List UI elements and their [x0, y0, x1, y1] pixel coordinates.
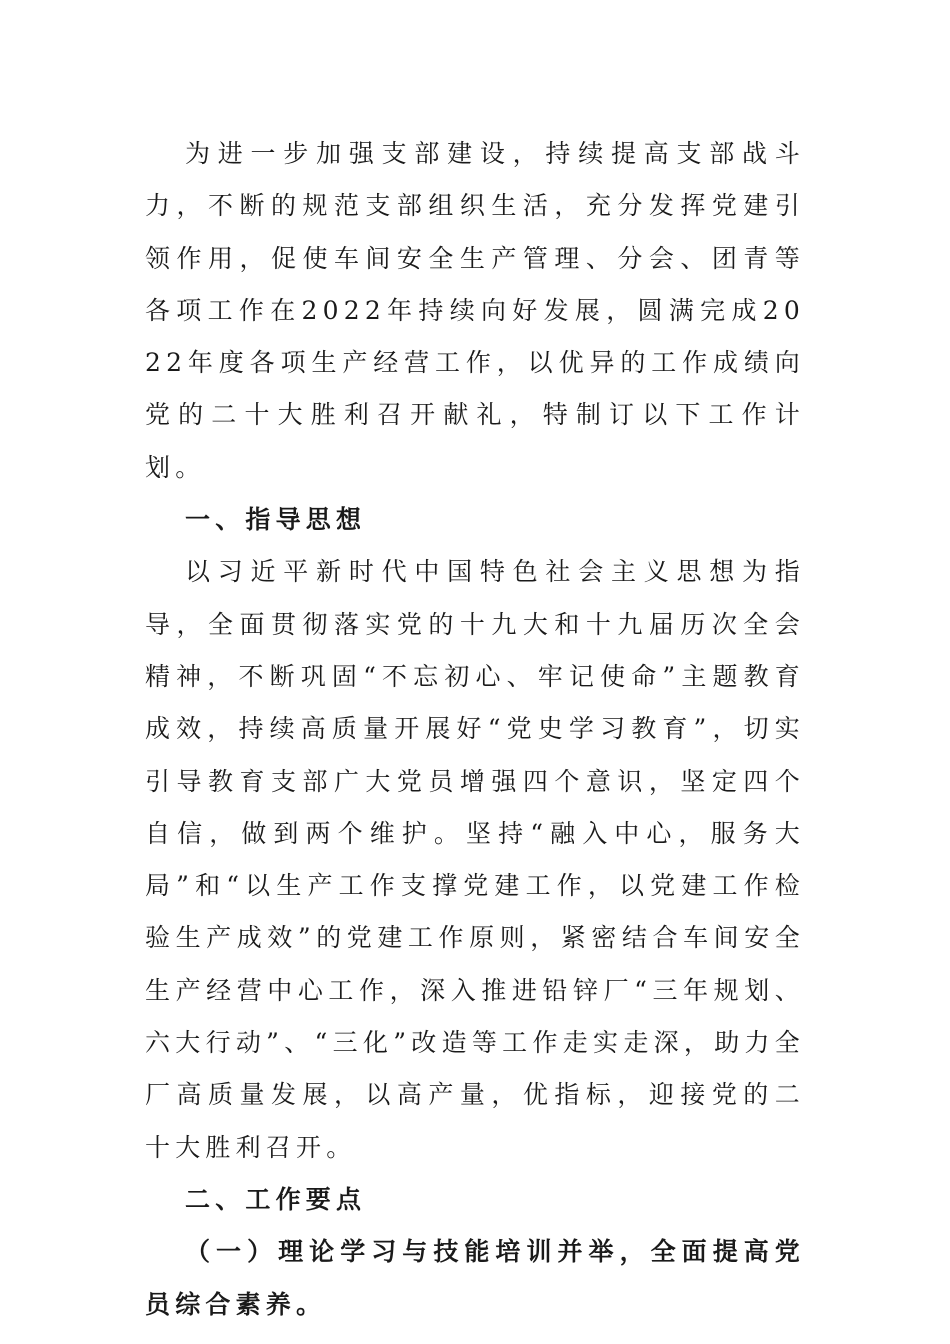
document-body [145, 128, 805, 1331]
guiding-ideology-paragraph: 以习近平新时代中国特色社会主义思想为指导，全面贯彻落实党的十九大和十九届历次全会精神，不断巩固“不忘初心、牢记使命”主题教育成效，持续高质量开展好“党史学习教育”，切实引导教育支部广大党员增强四个意识，坚定四个自信，做到两个维护。坚持“融入中心，服务大局”和“以生产工作支撑党建工作，以党建工作检验生产成效”的党建工作原则，紧密结合车间安全生产经营中心工作，深入推进铅锌厂“三年规划、六大行动”、“三化”改造等工作走实走深，助力全厂高质量发展，以高产量，优指标，迎接党的二十大胜利召开。 [145, 557, 805, 1162]
section-heading-guiding-ideology: 一、指导思想 [185, 505, 367, 535]
section-heading-work-points: 二、工作要点 [185, 1184, 367, 1214]
subsection-heading-theory-study: （一）理论学习与技能培训并举，全面提高党员综合素养。 [145, 1237, 805, 1319]
intro-paragraph: 为进一步加强支部建设，持续提高支部战斗力，不断的规范支部组织生活，充分发挥党建引领作用，促使车间安全生产管理、分会、团青等各项工作在2022年持续向好发展，圆满完成2022年度各项生产经营工作，以优异的工作成绩向党的二十大胜利召开献礼，特制订以下工作计划。 [145, 139, 805, 482]
